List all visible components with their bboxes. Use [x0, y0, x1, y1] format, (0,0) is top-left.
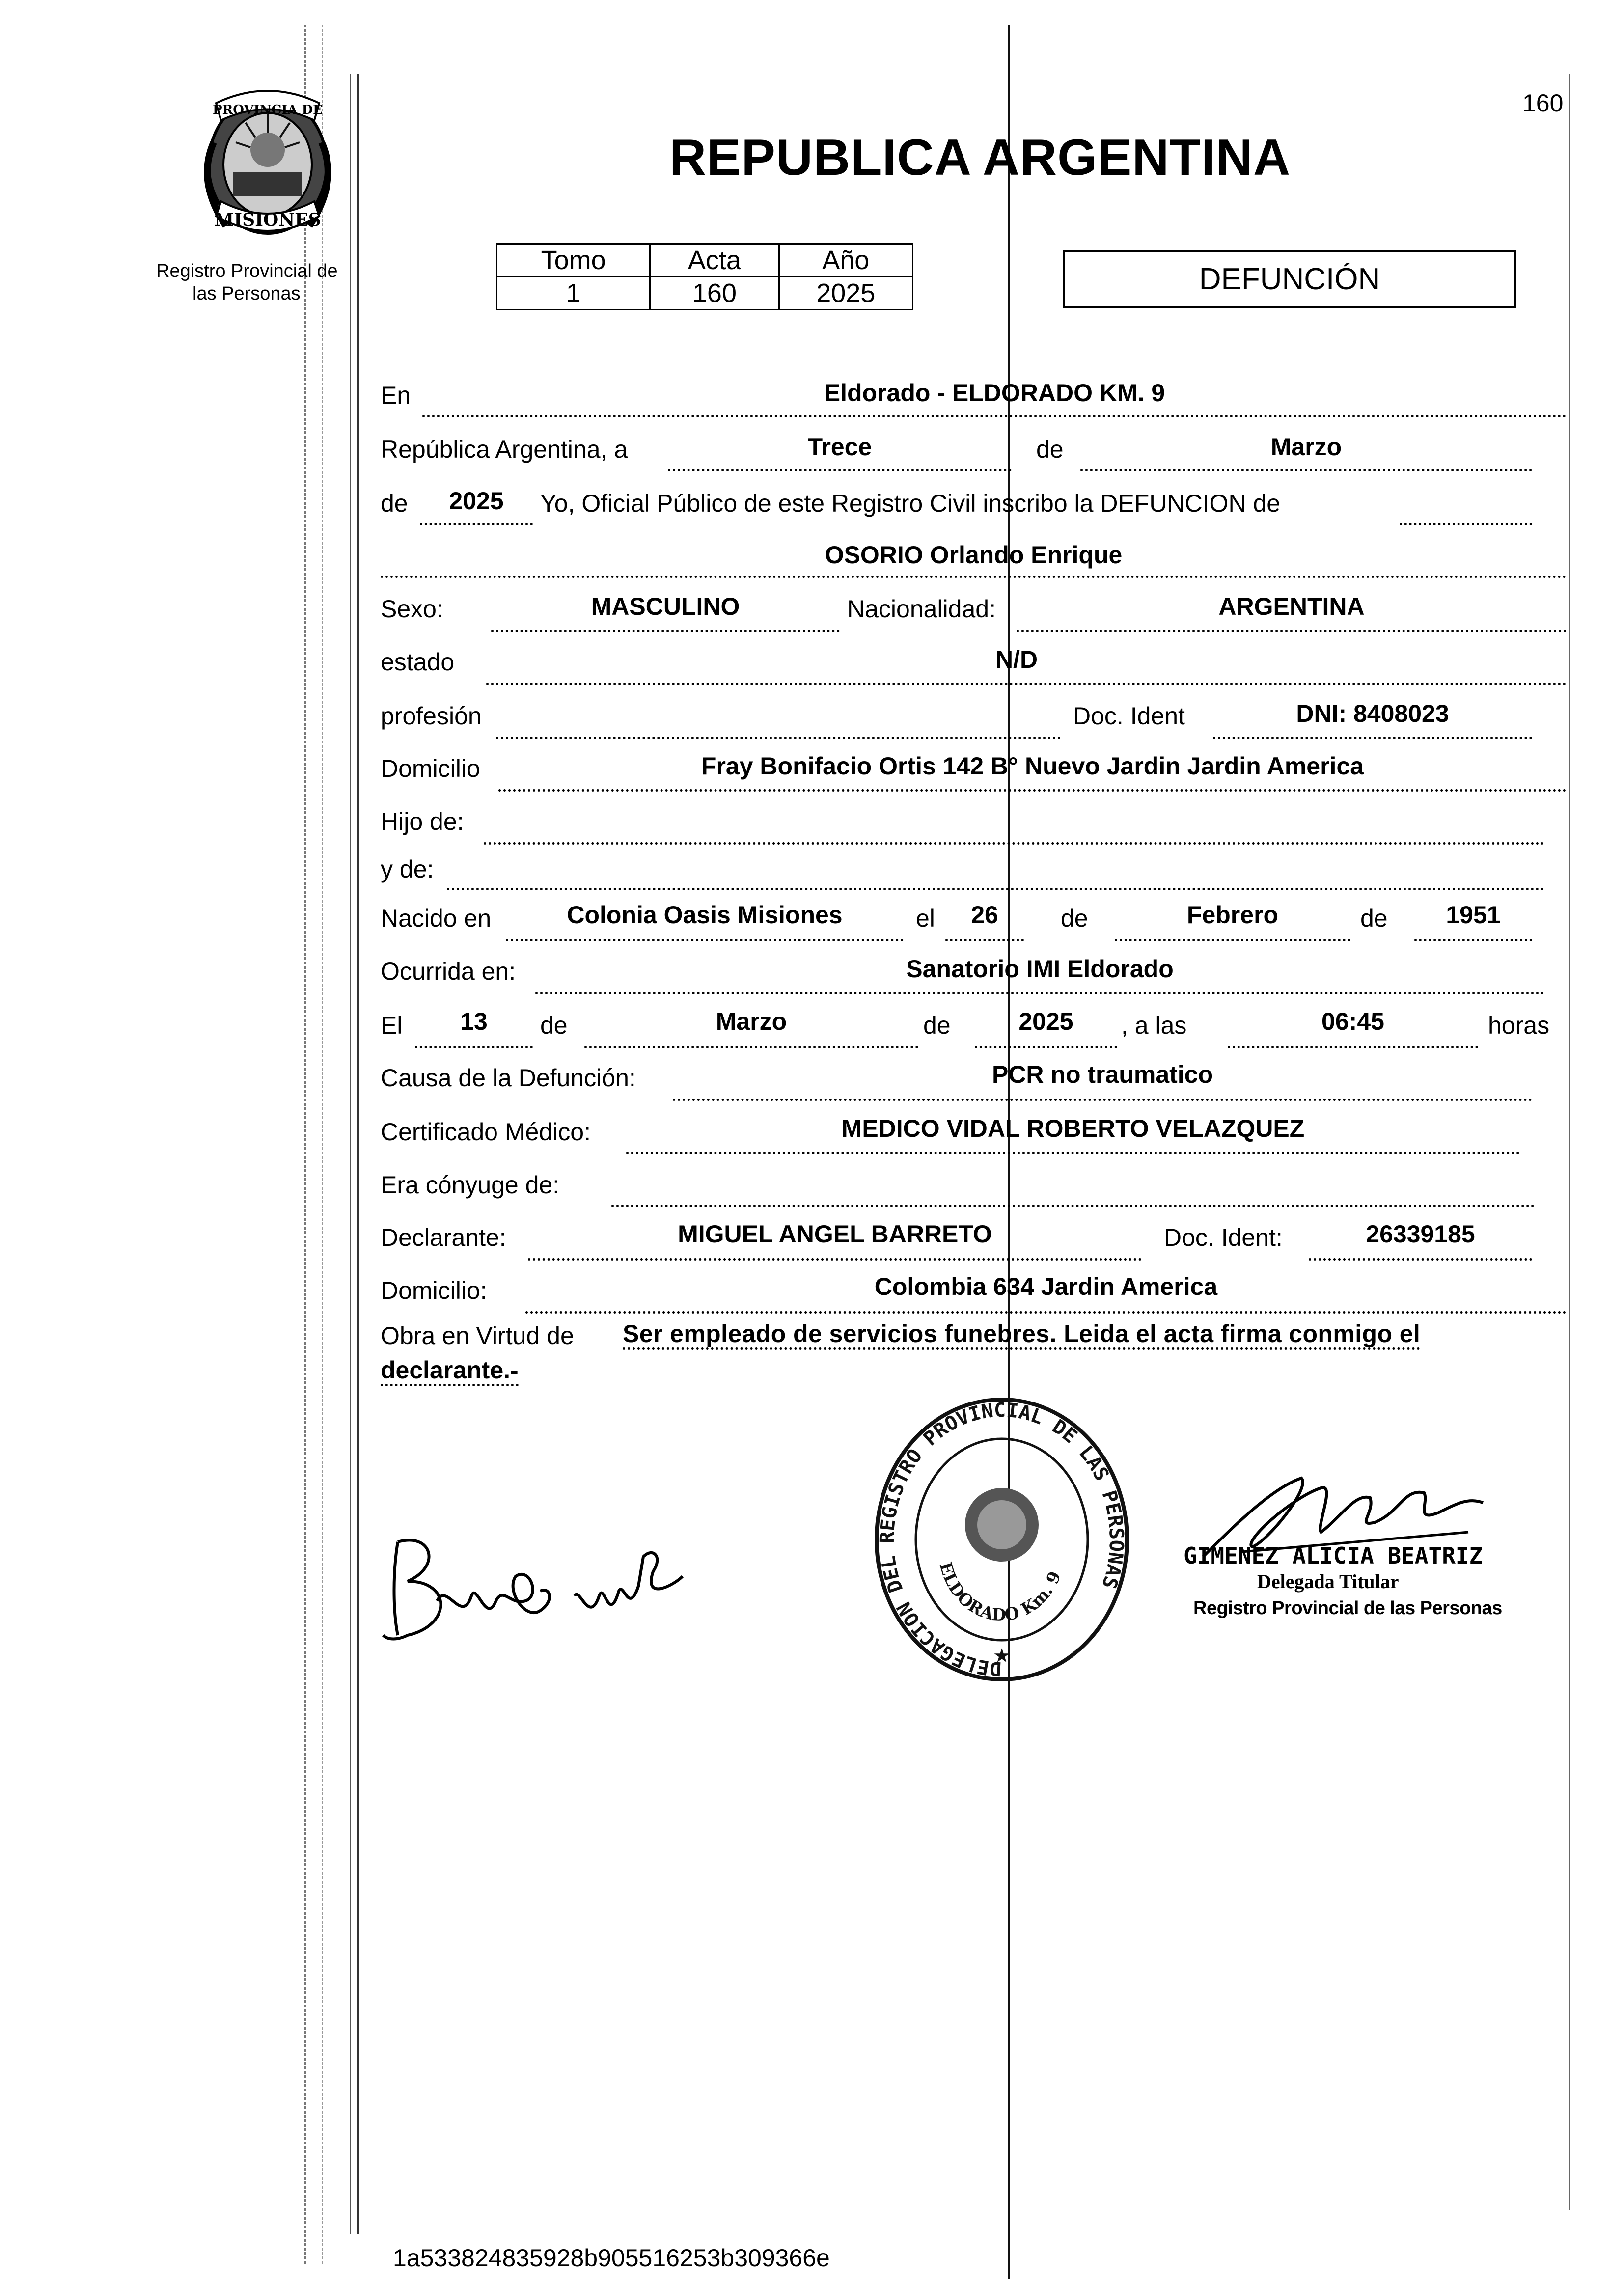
- official-name: GIMENEZ ALICIA BEATRIZ: [1184, 1542, 1483, 1569]
- acta-value: 160: [650, 277, 779, 310]
- estado-value: N/D: [995, 646, 1038, 673]
- label-nacido-en: Nacido en: [381, 905, 492, 932]
- doc-type-box: [1063, 250, 1516, 308]
- margin-line-left-2: [357, 74, 359, 2234]
- dotted-line: [486, 683, 1567, 685]
- label-el-cap: El: [381, 1012, 403, 1039]
- dotted-line: [484, 842, 1544, 845]
- registry-delegation-stamp-icon: [872, 1395, 1132, 1689]
- label-nacionalidad: Nacionalidad:: [847, 595, 996, 623]
- dotted-line: [1115, 939, 1350, 941]
- dotted-line: [975, 1046, 1117, 1048]
- label-de-3: de: [1061, 905, 1088, 932]
- svg-text:PROVINCIA DE: PROVINCIA DE: [213, 103, 323, 117]
- dotted-line: [420, 523, 533, 525]
- label-de-4: de: [1360, 905, 1388, 932]
- label-estado: estado: [381, 648, 455, 676]
- dotted-line: [447, 888, 1544, 890]
- dotted-line: [668, 469, 1012, 471]
- dotted-line: [496, 737, 1061, 739]
- label-y-de: y de:: [381, 855, 434, 883]
- margin-line-right: [1569, 74, 1570, 2210]
- dotted-line: [1017, 630, 1567, 632]
- footer-hash: 1a533824835928b905516253b309366e: [393, 2244, 830, 2272]
- label-conyuge: Era cónyuge de:: [381, 1171, 560, 1199]
- official-org: Registro Provincial de las Personas: [1193, 1598, 1502, 1619]
- label-doc-ident-2: Doc. Ident:: [1164, 1224, 1283, 1251]
- dotted-line: [506, 939, 904, 941]
- register-table: [496, 243, 913, 310]
- svg-text:DELEGACION DEL REGISTRO PROVIN: DELEGACION DEL REGISTRO PROVINCIAL DE LAS PERSONAS: [876, 1399, 1128, 1680]
- registry-label-line1: Registro Provincial de: [156, 261, 338, 281]
- margin-line-left: [350, 74, 351, 2234]
- tomo-value: 1: [497, 277, 650, 310]
- label-el: el: [916, 905, 935, 932]
- decl-doc-value: 26339185: [1366, 1220, 1475, 1248]
- nombre-value: OSORIO Orlando Enrique: [825, 541, 1123, 569]
- page-number: 160: [1522, 89, 1564, 117]
- register-table-header-row: [497, 244, 913, 277]
- dotted-line: [381, 576, 1567, 578]
- def-anio-value: 2025: [1018, 1008, 1073, 1035]
- label-certificado: Certificado Médico:: [381, 1118, 591, 1146]
- registry-label-line2: las Personas: [193, 283, 301, 304]
- label-en: En: [381, 382, 411, 409]
- dotted-line: [415, 1046, 533, 1048]
- label-yo-oficial: Yo, Oficial Público de este Registro Civil inscribo la DEFUNCION de: [540, 490, 1281, 517]
- doc-type: DEFUNCIÓN: [1199, 262, 1380, 296]
- dotted-line: [611, 1205, 1535, 1207]
- dotted-line: [525, 1311, 1567, 1314]
- dotted-line: [1080, 469, 1532, 471]
- label-domicilio-2: Domicilio:: [381, 1277, 487, 1304]
- label-hijo-de: Hijo de:: [381, 808, 464, 835]
- label-de-5: de: [540, 1012, 568, 1039]
- causa-value: PCR no traumatico: [991, 1061, 1213, 1088]
- obra-value-line1: Ser empleado de servicios funebres. Leida el acta firma conmigo el: [623, 1320, 1420, 1350]
- label-obra: Obra en Virtud de: [381, 1322, 574, 1349]
- dotted-line: [535, 992, 1544, 994]
- certificado-value: MEDICO VIDAL ROBERTO VELAZQUEZ: [841, 1115, 1305, 1142]
- declarante-value: MIGUEL ANGEL BARRETO: [678, 1220, 992, 1248]
- nac-anio-value: 1951: [1446, 901, 1501, 929]
- misiones-coat-of-arms-icon: [187, 83, 349, 246]
- dotted-line: [673, 1099, 1532, 1101]
- dotted-line: [626, 1152, 1520, 1154]
- register-table-value-row: [497, 277, 913, 310]
- anio-header: Año: [779, 244, 912, 277]
- dotted-line: [528, 1258, 1142, 1261]
- official-role: Delegada Titular: [1257, 1570, 1399, 1593]
- svg-text:ELDORADO Km. 9: ELDORADO Km. 9: [935, 1560, 1066, 1625]
- nacido-en-value: Colonia Oasis Misiones: [567, 901, 843, 929]
- nacionalidad-value: ARGENTINA: [1218, 593, 1365, 620]
- label-de-6: de: [923, 1012, 951, 1039]
- svg-text:MISIONES: MISIONES: [214, 210, 321, 230]
- declarant-signature: [378, 1527, 702, 1655]
- dotted-line: [945, 939, 1024, 941]
- dotted-line: [1228, 1046, 1478, 1048]
- label-doc-ident: Doc. Ident: [1073, 702, 1185, 730]
- hora-value: 06:45: [1321, 1008, 1384, 1035]
- provincial-seal: [187, 83, 349, 246]
- dotted-line: [422, 415, 1567, 417]
- dotted-line: [491, 630, 840, 632]
- label-sexo: Sexo:: [381, 595, 443, 623]
- anio-value: 2025: [779, 277, 912, 310]
- domicilio-value: Fray Bonifacio Ortis 142 B° Nuevo Jardin Jardin America: [701, 752, 1364, 780]
- mes-value: Marzo: [1270, 433, 1342, 461]
- def-mes-value: Marzo: [716, 1008, 787, 1035]
- ocurrida-en-value: Sanatorio IMI Eldorado: [906, 955, 1174, 983]
- page-title: REPUBLICA ARGENTINA: [669, 129, 1291, 186]
- label-declarante: Declarante:: [381, 1224, 506, 1251]
- label-profesion: profesión: [381, 702, 482, 730]
- dni-value: DNI: 8408023: [1296, 700, 1449, 727]
- nac-mes-value: Febrero: [1186, 901, 1279, 929]
- handwritten-signature-icon: [378, 1527, 702, 1655]
- sexo-value: MASCULINO: [591, 593, 740, 620]
- label-republica: República Argentina, a: [381, 436, 628, 463]
- dotted-line: [584, 1046, 918, 1048]
- decl-domicilio-value: Colombia 634 Jardin America: [874, 1273, 1218, 1300]
- label-de-2: de: [381, 490, 408, 517]
- dotted-line: [1414, 939, 1532, 941]
- dotted-line: [1309, 1258, 1532, 1261]
- dotted-line: [498, 789, 1567, 792]
- label-de: de: [1036, 436, 1064, 463]
- margin-line-left-dashed-2: [322, 25, 323, 2264]
- dotted-line: [1400, 523, 1532, 525]
- lugar-value: Eldorado - ELDORADO KM. 9: [824, 379, 1165, 407]
- dotted-line: [1213, 737, 1532, 739]
- label-a-las: , a las: [1121, 1012, 1187, 1039]
- nac-dia-value: 26: [971, 901, 998, 929]
- anio-value: 2025: [449, 487, 504, 515]
- margin-line-left-dashed: [304, 25, 306, 2264]
- dia-letras-value: Trece: [807, 433, 872, 461]
- label-domicilio: Domicilio: [381, 755, 480, 782]
- tomo-header: Tomo: [497, 244, 650, 277]
- label-causa: Causa de la Defunción:: [381, 1064, 636, 1092]
- acta-header: Acta: [650, 244, 779, 277]
- label-horas: horas: [1488, 1012, 1550, 1039]
- def-dia-value: 13: [460, 1008, 488, 1035]
- obra-value-line2: declarante.-: [381, 1356, 519, 1386]
- label-ocurrida-en: Ocurrida en:: [381, 958, 516, 985]
- svg-text:★: ★: [993, 1645, 1011, 1667]
- official-stamp: [872, 1395, 1132, 1689]
